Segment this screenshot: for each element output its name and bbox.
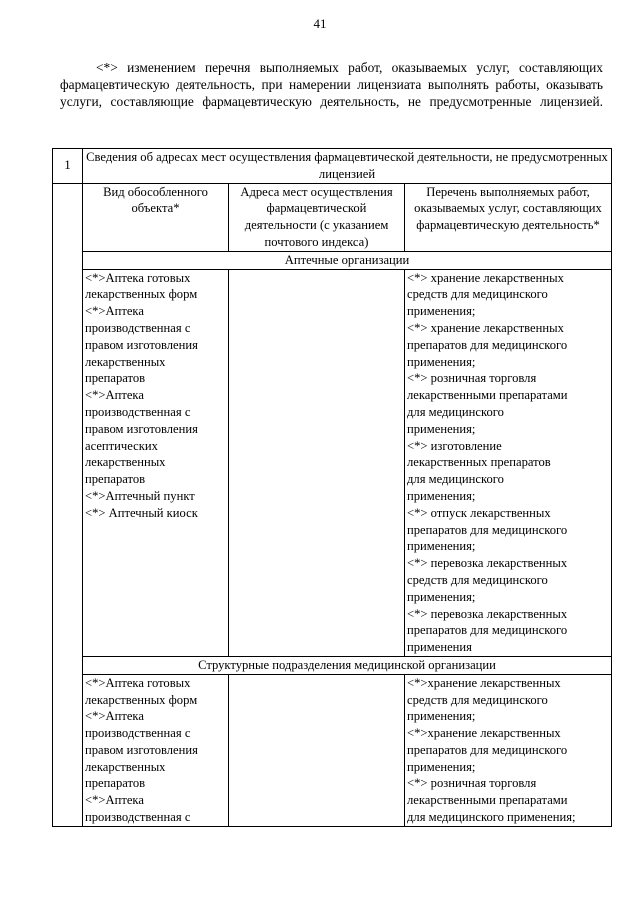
object-type-list [83, 674, 229, 826]
section-title-medical-organization-units: Структурные подразделения медицинской организации [83, 656, 612, 674]
work-item-line: применения; [407, 421, 476, 436]
object-type-line: асептических [85, 438, 158, 453]
section-row [53, 656, 612, 674]
object-type-line: препаратов [85, 776, 146, 791]
work-item-line: <*> перевозка лекарственных [407, 606, 568, 621]
works-list [405, 269, 612, 656]
work-item-line: применения; [407, 589, 476, 604]
table-row [53, 674, 612, 826]
column-header-row [53, 183, 612, 251]
section-title-pharmacy-organizations: Аптечные организации [83, 251, 612, 269]
address-cell [229, 269, 405, 656]
object-type-line: <*>Аптека [85, 304, 144, 319]
work-item-line: препаратов для медицинского [407, 623, 568, 638]
object-type-line: <*> Аптечный киоск [85, 505, 198, 520]
work-item-line: средств для медицинского [407, 287, 548, 302]
object-type-line: лекарственных [85, 759, 166, 774]
object-type-line: лекарственных [85, 354, 166, 369]
object-type-line: правом изготовления [85, 742, 198, 757]
row-number-spacer [53, 183, 83, 826]
work-item-line: для медицинского [407, 472, 504, 487]
object-type-line: <*>Аптека [85, 793, 144, 808]
work-item-line: применения; [407, 539, 476, 554]
object-type-line: лекарственных форм [85, 692, 198, 707]
work-item-line: применения; [407, 354, 476, 369]
work-item-line: <*> отпуск лекарственных [407, 505, 551, 520]
object-type-line: <*>Аптека [85, 709, 144, 724]
object-type-line: <*>Аптека готовых [85, 675, 191, 690]
object-type-line: <*>Аптека готовых [85, 270, 191, 285]
table-row [53, 269, 612, 656]
work-item-line: <*> перевозка лекарственных [407, 556, 568, 571]
work-item-line: для медицинского [407, 404, 504, 419]
intro-paragraph [60, 59, 603, 127]
work-item-line: лекарственных препаратов [407, 455, 551, 470]
work-item-line: применения; [407, 759, 476, 774]
work-item-line: средств для медицинского [407, 692, 548, 707]
work-item-line: препаратов для медицинского [407, 337, 568, 352]
work-item-line: для медицинского применения; [407, 810, 576, 825]
table-title: Сведения об адресах мест осуществления фармацевтической деятельности, не предусмотренных лицензией [83, 149, 612, 184]
column-header-addresses: Адреса мест осуществления фармацевтической деятельности (с указанием почтового индекса) [229, 183, 405, 251]
work-item-line: применения; [407, 304, 476, 319]
row-number: 1 [53, 149, 83, 184]
object-type-line: правом изготовления [85, 421, 198, 436]
license-addresses-table [52, 148, 612, 827]
works-list [405, 674, 612, 826]
work-item-line: <*>хранение лекарственных [407, 675, 561, 690]
page-number: 41 [313, 16, 327, 31]
work-item-line: <*> розничная торговля [407, 371, 537, 386]
work-item-line: применения; [407, 488, 476, 503]
work-item-line: препаратов для медицинского [407, 522, 568, 537]
work-item-line: <*> изготовление [407, 438, 502, 453]
object-type-line: производственная с [85, 810, 191, 825]
work-item-line: применения; [407, 709, 476, 724]
table-title-row [53, 149, 612, 184]
address-cell [229, 674, 405, 826]
object-type-list [83, 269, 229, 656]
column-header-works: Перечень выполняемых работ, оказываемых услуг, составляющих фармацевтическую деятельность* [405, 183, 612, 251]
work-item-line: лекарственными препаратами [407, 388, 568, 403]
object-type-line: препаратов [85, 472, 146, 487]
work-item-line: препаратов для медицинского [407, 742, 568, 757]
work-item-line: лекарственными препаратами [407, 793, 568, 808]
work-item-line: применения [407, 640, 472, 655]
intro-text: <*> изменением перечня выполняемых работ, оказываемых услуг, составляющих фармацевтическую деятельность, при намерении лицензиата выполнять работы, оказывать услуги, составляющие фармацевтическую деятельность, не предусмотренные лицензией. [60, 60, 603, 109]
object-type-line: лекарственных [85, 455, 166, 470]
work-item-line: <*>хранение лекарственных [407, 726, 561, 741]
section-row [53, 251, 612, 269]
object-type-line: производственная с [85, 320, 191, 335]
work-item-line: <*> хранение лекарственных [407, 320, 564, 335]
work-item-line: <*> розничная торговля [407, 776, 537, 791]
object-type-line: <*>Аптека [85, 388, 144, 403]
work-item-line: средств для медицинского [407, 572, 548, 587]
object-type-line: производственная с [85, 404, 191, 419]
object-type-line: препаратов [85, 371, 146, 386]
work-item-line: <*> хранение лекарственных [407, 270, 564, 285]
object-type-line: правом изготовления [85, 337, 198, 352]
object-type-line: лекарственных форм [85, 287, 198, 302]
object-type-line: производственная с [85, 726, 191, 741]
column-header-object-type: Вид обособленного объекта* [83, 183, 229, 251]
object-type-line: <*>Аптечный пункт [85, 488, 195, 503]
